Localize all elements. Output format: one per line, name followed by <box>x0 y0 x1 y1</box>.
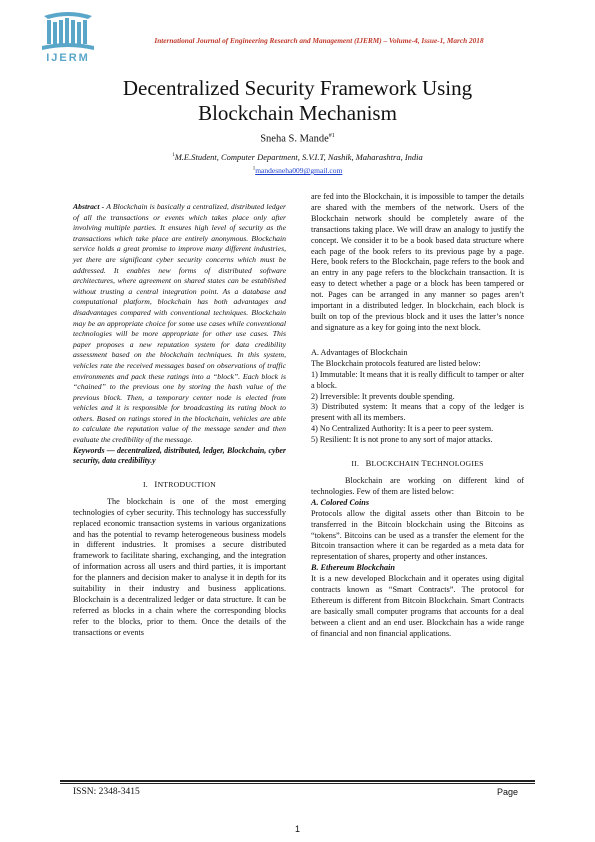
abstract-text: A Blockchain is basically a centralized, distributed ledger of all the transactions or events which takes place only after involving multiple parties. It ensures high level of security as the transactions which take place are entirely anonymous. Blockchain service holds a great promise to improve many different industries, yet there are significant cyber security concerns which must be addressed. It enables new forms of distributed software architectures, where agreement on shared states can be established without trusting a central integration point. As a database and computational platform, blockchain has both advantages and disadvantages compared with conventional techniques. Blockchain may be an appropriate choice for some use cases while conventional technologies will be more appropriate for other use cases. This paper proposes a new reputation system for data credibility assessment based on the blockchain techniques. In this system, vehicles rate the received messages based on observations of traffic environments and pack these ratings into a “block”. Each block is “chained” to the previous one by storing the hash value of the previous block. Then, a temporary center node is elected from vehicles and it is responsible for broadcasting its rating block to others. Based on ratings stored in the blockchain, vehicles are able to calculate the reputation value of the message sender and then evaluate the credibility of the message. <box>73 202 286 445</box>
section-heading-introduction <box>73 479 286 489</box>
title-line-1: Decentralized Security Framework Using <box>122 76 473 100</box>
affiliation-sup: 1 <box>172 153 175 159</box>
advantage-item: 2) Irreversible: It prevents double spending. <box>311 391 455 401</box>
advantages-intro: The Blockchain protocols featured are listed below: <box>311 358 481 368</box>
page-number: 1 <box>294 824 300 834</box>
section-number: II. <box>351 459 360 469</box>
books-logo-icon <box>38 10 98 56</box>
heading-rest: ECHNOLOGIES <box>426 459 484 469</box>
author-text: Sneha S. Mande <box>260 133 329 145</box>
abstract <box>73 202 286 446</box>
advantages-heading: A. Advantages of Blockchain <box>311 347 408 357</box>
advantage-item: 4) No Centralized Authority: It is a peer to peer system. <box>311 424 494 434</box>
heading-rest: NTRODUCTION <box>157 479 216 489</box>
colored-coins-heading: A. Colored Coins <box>311 497 370 507</box>
author-email <box>40 166 555 175</box>
ethereum-heading: B. Ethereum Blockchain <box>311 563 395 573</box>
heading-initial: I <box>154 478 158 489</box>
journal-header: International Journal of Engineering Research and Management (IJERM) – Volume-4, Issue-1, March 2018 <box>154 36 484 45</box>
ethereum-text: It is a new developed Blockchain and it operates using digital contracts known as “Smart Contracts”. The protocol for Ethereum is different from Bitcoin Blockchain. Smart Contracts are basically small computer programs that accounts for a deal between a client and an end user. Blockchain has a wide range of financial and non financial applications. <box>311 574 524 638</box>
heading-initial: B <box>365 458 372 469</box>
affiliation-text: M.E.Student, Computer Department, S.V.I.T, Nashik, Maharashtra, India <box>174 152 423 162</box>
abstract-label: Abstract - <box>73 202 105 211</box>
paper-title <box>40 76 555 126</box>
author-sup: #1 <box>328 133 335 139</box>
advantage-item: 5) Resilient: It is not prone to any sort of major attacks. <box>311 435 493 445</box>
section-heading-blockchain-technologies <box>311 458 524 468</box>
right-column <box>311 192 524 640</box>
heading-initial: T <box>421 458 427 469</box>
colored-coins-text: Protocols allow the digital assets other than Bitcoin to be transferred in the Bitcoin blockchain using the Bitcoins as “tokens”. Bitcoins can be used as a transfer the element for the Bitcoin transaction where it can be regarded as a meta data for representation of shares, property and other instances. <box>311 508 524 562</box>
affiliation <box>40 152 555 162</box>
footer-rule <box>60 780 535 784</box>
author-name <box>40 133 555 145</box>
left-column <box>73 202 286 639</box>
intro-paragraph-2: are fed into the Blockchain, it is impossible to tamper the details are shared with the members of the network. Users of the Blockchain network should be completely aware of the transactions taking place. We will draw an analogy to justify the concept. We consider it to be a book based data structure where each page of the book refers to its previous page by a page. Here, book refers to the Blockchain, page refers to the book and an entry in any page refers to the blockchain transaction. It is easy to detect whether a page or a block has been tampered or not. Pages can be arranged in any manner so pages aren’t important in a distributed ledger. In blockchain, each block is built on top of the previous block and it uses the latter’s nonce and signature as a key for going into the next block. <box>311 192 524 332</box>
advantage-item: 3) Distributed system: It means that a copy of the ledger is present with all its members. <box>311 402 524 423</box>
email-sup: 1 <box>252 166 256 172</box>
issn: ISSN: 2348-3415 <box>73 787 140 797</box>
technologies-intro: Blockchain are working on different kind of technologies. Few of them are listed below: <box>311 476 524 496</box>
email-link[interactable]: mandesneha009@gmail.com <box>255 166 343 175</box>
page-label: Page <box>497 787 519 797</box>
title-line-2: Blockchain Mechanism <box>198 101 397 125</box>
intro-paragraph-1: The blockchain is one of the most emerging technologies of cyber security. This technology has successfully replaced economic transaction systems in various organizations and has the potential to revamp heterogeneous business models in different industries. It promises a secure distributed framework to facilitate sharing, exchanging, and the integration of information across all users and third parties, it is important for the planners and decision maker to analyse it in depth for its suitability in their industry and business applications. Blockchain is a decentralized ledger or data structure. It can be referred as blocks in a chain where the corresponding blocks refer to the blocks, prior to them. Once the details of the transactions or events <box>73 496 286 637</box>
section-number: I. <box>143 479 148 489</box>
heading-rest: LOCKCHAIN <box>371 459 420 469</box>
keywords: Keywords — decentralized, distributed, ledger, Blockchain, cyber security, data credibility.y <box>73 445 286 466</box>
advantage-item: 1) Immutable: It means that it is really difficult to tamper or alter a block. <box>311 369 524 390</box>
logo-text: IJERM <box>46 52 90 64</box>
